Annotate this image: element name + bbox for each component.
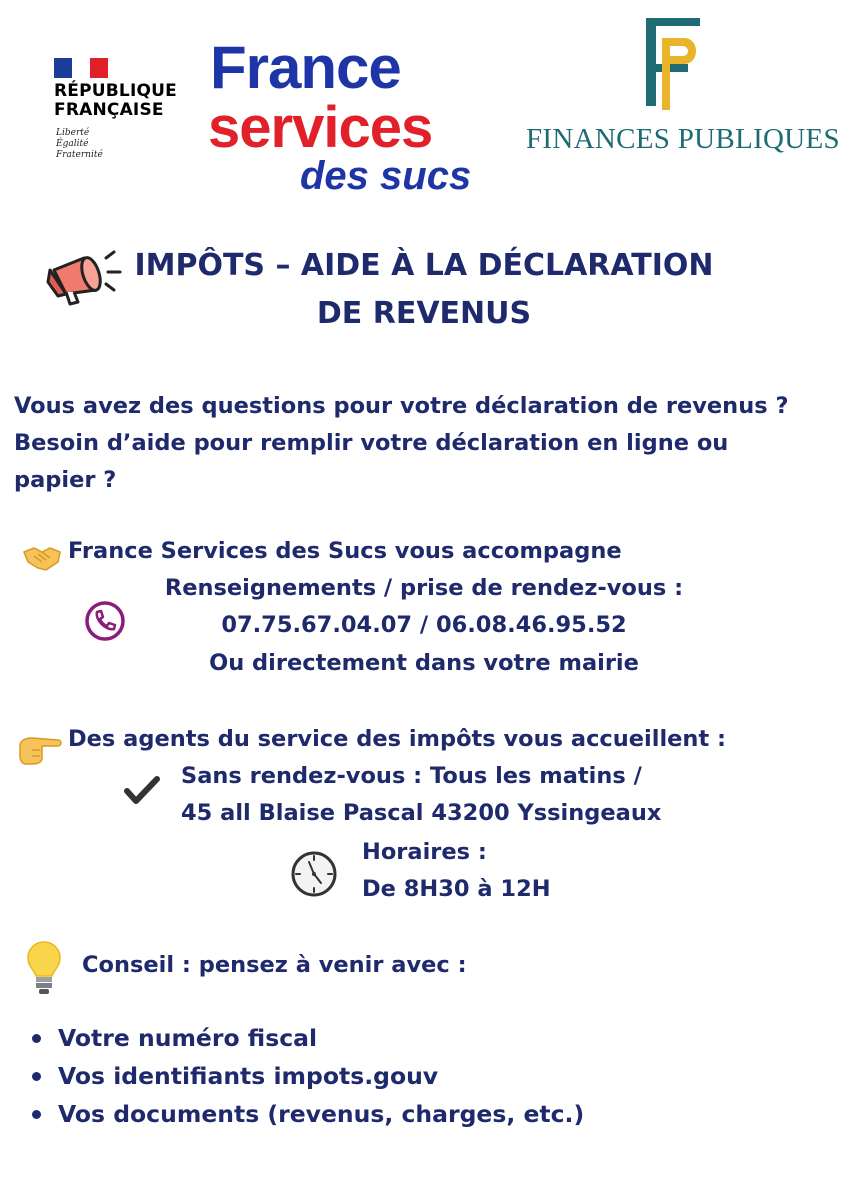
- marianne-flag-logo: [54, 58, 108, 78]
- intro-paragraph: Vous avez des questions pour votre déclaration de revenus ? Besoin d’aide pour remplir votre déclaration en ligne ou papier ?: [14, 393, 789, 493]
- list-item: Votre numéro fiscal: [30, 1019, 584, 1057]
- advice-heading: Conseil : pensez à venir avec :: [82, 952, 467, 978]
- page-title-line-2: DE REVENUS: [316, 296, 532, 331]
- handshake-icon: [22, 542, 62, 572]
- mairie-info: Ou directement dans votre mairie: [209, 650, 639, 676]
- walk-in-info: Sans rendez-vous : Tous les matins /: [181, 763, 642, 789]
- republic-motto: Liberté Égalité Fraternité: [56, 128, 103, 160]
- opening-hours: De 8H30 à 12H: [362, 876, 551, 902]
- clock-icon: [290, 850, 338, 898]
- france-services-logo-france: France: [210, 34, 401, 101]
- republique-francaise-label: RÉPUBLIQUE FRANÇAISE: [54, 81, 177, 120]
- hours-label: Horaires :: [362, 839, 487, 865]
- pointing-hand-icon: [18, 732, 62, 766]
- page-title-line-1: IMPÔTS – AIDE À LA DÉCLARATION: [134, 248, 714, 283]
- list-item: Vos documents (revenus, charges, etc.): [30, 1095, 584, 1133]
- france-services-logo-des-sucs: des sucs: [300, 154, 472, 198]
- france-services-logo-services: services: [208, 95, 433, 160]
- phone-numbers: 07.75.67.04.07 / 06.08.46.95.52: [221, 612, 627, 638]
- france-services-heading: France Services des Sucs vous accompagne: [68, 538, 622, 564]
- list-item: Vos identifiants impots.gouv: [30, 1057, 584, 1095]
- lightbulb-icon: [26, 940, 62, 996]
- tax-office-address: 45 all Blaise Pascal 43200 Yssingeaux: [181, 800, 662, 826]
- documents-list: [30, 1019, 584, 1133]
- finances-publiques-logo-icon: [628, 14, 708, 114]
- agents-heading: Des agents du service des impôts vous accueillent :: [68, 726, 727, 752]
- appointment-info-label: Renseignements / prise de rendez-vous :: [164, 575, 684, 601]
- finances-publiques-label: FINANCES PUBLIQUES: [526, 123, 840, 155]
- checkmark-icon: [124, 776, 160, 806]
